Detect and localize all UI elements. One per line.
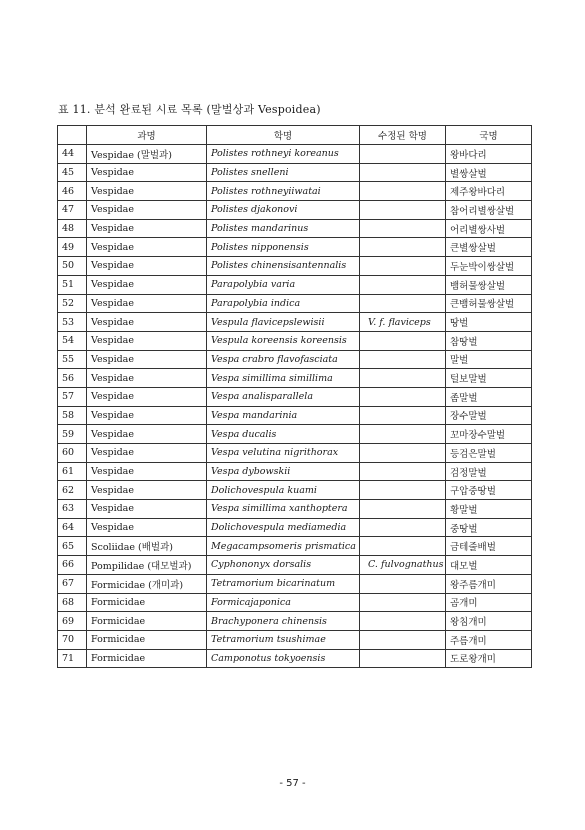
family-name: Vespidae xyxy=(87,201,207,220)
korean-name: 구압중땅벌 xyxy=(446,481,532,500)
revised-scientific-name xyxy=(360,275,446,294)
family-name: Vespidae xyxy=(87,331,207,350)
table-row xyxy=(58,387,532,406)
row-number: 45 xyxy=(58,163,87,182)
korean-name: 참어리별쌍살벌 xyxy=(446,201,532,220)
row-number: 57 xyxy=(58,387,87,406)
family-name: Formicidae xyxy=(87,593,207,612)
table-row xyxy=(58,537,532,556)
family-name: Vespidae xyxy=(87,238,207,257)
row-number: 69 xyxy=(58,612,87,631)
family-name: Vespidae xyxy=(87,350,207,369)
revised-scientific-name xyxy=(360,481,446,500)
table-row xyxy=(58,649,532,668)
scientific-name: Megacampsomeris prismatica xyxy=(207,537,360,556)
korean-name: 왕주름개미 xyxy=(446,574,532,593)
species-table xyxy=(57,125,532,668)
row-number: 49 xyxy=(58,238,87,257)
table-row xyxy=(58,630,532,649)
family-name: Vespidae (말벌과) xyxy=(87,145,207,164)
korean-name: 대모벌 xyxy=(446,556,532,575)
row-number: 46 xyxy=(58,182,87,201)
family-name: Vespidae xyxy=(87,163,207,182)
revised-scientific-name xyxy=(360,331,446,350)
korean-name: 땅벌 xyxy=(446,313,532,332)
scientific-name: Tetramorium bicarinatum xyxy=(207,574,360,593)
korean-name: 큰별쌍살벌 xyxy=(446,238,532,257)
korean-name: 중땅벌 xyxy=(446,518,532,537)
table-row xyxy=(58,219,532,238)
scientific-name: Cyphononyx dorsalis xyxy=(207,556,360,575)
revised-scientific-name xyxy=(360,518,446,537)
korean-name: 주름개미 xyxy=(446,630,532,649)
scientific-name: Polistes nipponensis xyxy=(207,238,360,257)
revised-scientific-name: C. fulvognathus xyxy=(360,556,446,575)
row-number: 54 xyxy=(58,331,87,350)
korean-name: 검정말벌 xyxy=(446,462,532,481)
table-row xyxy=(58,500,532,519)
row-number: 59 xyxy=(58,425,87,444)
revised-scientific-name xyxy=(360,257,446,276)
korean-name: 어리별쌍사벌 xyxy=(446,219,532,238)
family-name: Vespidae xyxy=(87,369,207,388)
row-number: 52 xyxy=(58,294,87,313)
family-name: Vespidae xyxy=(87,313,207,332)
table-row xyxy=(58,574,532,593)
revised-scientific-name xyxy=(360,182,446,201)
korean-name: 장수말벌 xyxy=(446,406,532,425)
scientific-name: Polistes snelleni xyxy=(207,163,360,182)
korean-name: 두눈박이쌍살벌 xyxy=(446,257,532,276)
revised-scientific-name xyxy=(360,500,446,519)
korean-name: 왕바다리 xyxy=(446,145,532,164)
header-revised-name: 수정된 학명 xyxy=(360,126,446,145)
korean-name: 제주왕바다리 xyxy=(446,182,532,201)
family-name: Vespidae xyxy=(87,500,207,519)
family-name: Vespidae xyxy=(87,518,207,537)
row-number: 58 xyxy=(58,406,87,425)
korean-name: 황말벌 xyxy=(446,500,532,519)
family-name: Vespidae xyxy=(87,444,207,463)
scientific-name: Vespa dybowskii xyxy=(207,462,360,481)
row-number: 70 xyxy=(58,630,87,649)
scientific-name: Brachyponera chinensis xyxy=(207,612,360,631)
scientific-name: Polistes chinensisantennalis xyxy=(207,257,360,276)
table-row xyxy=(58,238,532,257)
row-number: 50 xyxy=(58,257,87,276)
korean-name: 왕침개미 xyxy=(446,612,532,631)
table-row xyxy=(58,275,532,294)
revised-scientific-name xyxy=(360,387,446,406)
revised-scientific-name xyxy=(360,444,446,463)
korean-name: 금테줄배벌 xyxy=(446,537,532,556)
family-name: Formicidae xyxy=(87,649,207,668)
family-name: Vespidae xyxy=(87,406,207,425)
row-number: 60 xyxy=(58,444,87,463)
korean-name: 참땅벌 xyxy=(446,331,532,350)
row-number: 66 xyxy=(58,556,87,575)
scientific-name: Polistes rothneyiiwatai xyxy=(207,182,360,201)
table-row xyxy=(58,444,532,463)
row-number: 65 xyxy=(58,537,87,556)
row-number: 71 xyxy=(58,649,87,668)
scientific-name: Formicajaponica xyxy=(207,593,360,612)
korean-name: 별쌍살벌 xyxy=(446,163,532,182)
scientific-name: Parapolybia indica xyxy=(207,294,360,313)
family-name: Scoliidae (배벌과) xyxy=(87,537,207,556)
revised-scientific-name xyxy=(360,593,446,612)
korean-name: 곰개미 xyxy=(446,593,532,612)
row-number: 67 xyxy=(58,574,87,593)
family-name: Vespidae xyxy=(87,294,207,313)
revised-scientific-name xyxy=(360,630,446,649)
korean-name: 좀말벌 xyxy=(446,387,532,406)
revised-scientific-name xyxy=(360,462,446,481)
table-row xyxy=(58,462,532,481)
row-number: 56 xyxy=(58,369,87,388)
family-name: Vespidae xyxy=(87,275,207,294)
revised-scientific-name xyxy=(360,238,446,257)
family-name: Formicidae xyxy=(87,612,207,631)
table-row xyxy=(58,593,532,612)
row-number: 61 xyxy=(58,462,87,481)
scientific-name: Tetramorium tsushimae xyxy=(207,630,360,649)
korean-name: 등검은말벌 xyxy=(446,444,532,463)
scientific-name: Vespa ducalis xyxy=(207,425,360,444)
page-number: - 57 - xyxy=(279,778,306,789)
row-number: 44 xyxy=(58,145,87,164)
korean-name: 말벌 xyxy=(446,350,532,369)
revised-scientific-name xyxy=(360,145,446,164)
korean-name: 뱀허물쌍살벌 xyxy=(446,275,532,294)
scientific-name: Dolichovespula mediamedia xyxy=(207,518,360,537)
scientific-name: Vespa crabro flavofasciata xyxy=(207,350,360,369)
scientific-name: Vespa simillima simillima xyxy=(207,369,360,388)
table-row xyxy=(58,481,532,500)
revised-scientific-name xyxy=(360,406,446,425)
table-row xyxy=(58,294,532,313)
scientific-name: Vespa simillima xanthoptera xyxy=(207,500,360,519)
row-number: 62 xyxy=(58,481,87,500)
revised-scientific-name xyxy=(360,294,446,313)
family-name: Pompilidae (대모벌과) xyxy=(87,556,207,575)
table-row xyxy=(58,425,532,444)
row-number: 47 xyxy=(58,201,87,220)
scientific-name: Vespula flavicepslewisii xyxy=(207,313,360,332)
family-name: Vespidae xyxy=(87,425,207,444)
table-row xyxy=(58,331,532,350)
scientific-name: Vespa velutina nigrithorax xyxy=(207,444,360,463)
header-family: 과명 xyxy=(87,126,207,145)
table-row xyxy=(58,182,532,201)
korean-name: 꼬마장수말벌 xyxy=(446,425,532,444)
family-name: Formicidae xyxy=(87,630,207,649)
korean-name: 털보말벌 xyxy=(446,369,532,388)
revised-scientific-name xyxy=(360,201,446,220)
revised-scientific-name xyxy=(360,574,446,593)
scientific-name: Polistes mandarinus xyxy=(207,219,360,238)
revised-scientific-name xyxy=(360,425,446,444)
family-name: Vespidae xyxy=(87,182,207,201)
table-header-row xyxy=(58,126,532,145)
scientific-name: Vespula koreensis koreensis xyxy=(207,331,360,350)
family-name: Formicidae (개미과) xyxy=(87,574,207,593)
revised-scientific-name: V. f. flaviceps xyxy=(360,313,446,332)
family-name: Vespidae xyxy=(87,462,207,481)
row-number: 53 xyxy=(58,313,87,332)
scientific-name: Vespa analisparallela xyxy=(207,387,360,406)
family-name: Vespidae xyxy=(87,219,207,238)
scientific-name: Camponotus tokyoensis xyxy=(207,649,360,668)
revised-scientific-name xyxy=(360,219,446,238)
scientific-name: Parapolybia varia xyxy=(207,275,360,294)
scientific-name: Dolichovespula kuami xyxy=(207,481,360,500)
scientific-name: Polistes djakonovi xyxy=(207,201,360,220)
korean-name: 도로왕개미 xyxy=(446,649,532,668)
row-number: 68 xyxy=(58,593,87,612)
korean-name: 큰뱀허물쌍살벌 xyxy=(446,294,532,313)
revised-scientific-name xyxy=(360,612,446,631)
table-row xyxy=(58,406,532,425)
table-row xyxy=(58,201,532,220)
revised-scientific-name xyxy=(360,537,446,556)
table-row xyxy=(58,612,532,631)
revised-scientific-name xyxy=(360,163,446,182)
table-row xyxy=(58,163,532,182)
header-number xyxy=(58,126,87,145)
table-row xyxy=(58,145,532,164)
table-row xyxy=(58,350,532,369)
revised-scientific-name xyxy=(360,649,446,668)
family-name: Vespidae xyxy=(87,481,207,500)
row-number: 63 xyxy=(58,500,87,519)
table-row xyxy=(58,518,532,537)
row-number: 51 xyxy=(58,275,87,294)
scientific-name: Vespa mandarinia xyxy=(207,406,360,425)
header-korean-name: 국명 xyxy=(446,126,532,145)
row-number: 64 xyxy=(58,518,87,537)
table-body xyxy=(58,145,532,668)
row-number: 55 xyxy=(58,350,87,369)
header-scientific-name: 학명 xyxy=(207,126,360,145)
table-caption: 표 11. 분석 완료된 시료 목록 (말벌상과 Vespoidea) xyxy=(58,103,321,116)
revised-scientific-name xyxy=(360,350,446,369)
table-row xyxy=(58,556,532,575)
family-name: Vespidae xyxy=(87,257,207,276)
table-row xyxy=(58,369,532,388)
table-row xyxy=(58,313,532,332)
row-number: 48 xyxy=(58,219,87,238)
table-row xyxy=(58,257,532,276)
family-name: Vespidae xyxy=(87,387,207,406)
revised-scientific-name xyxy=(360,369,446,388)
scientific-name: Polistes rothneyi koreanus xyxy=(207,145,360,164)
